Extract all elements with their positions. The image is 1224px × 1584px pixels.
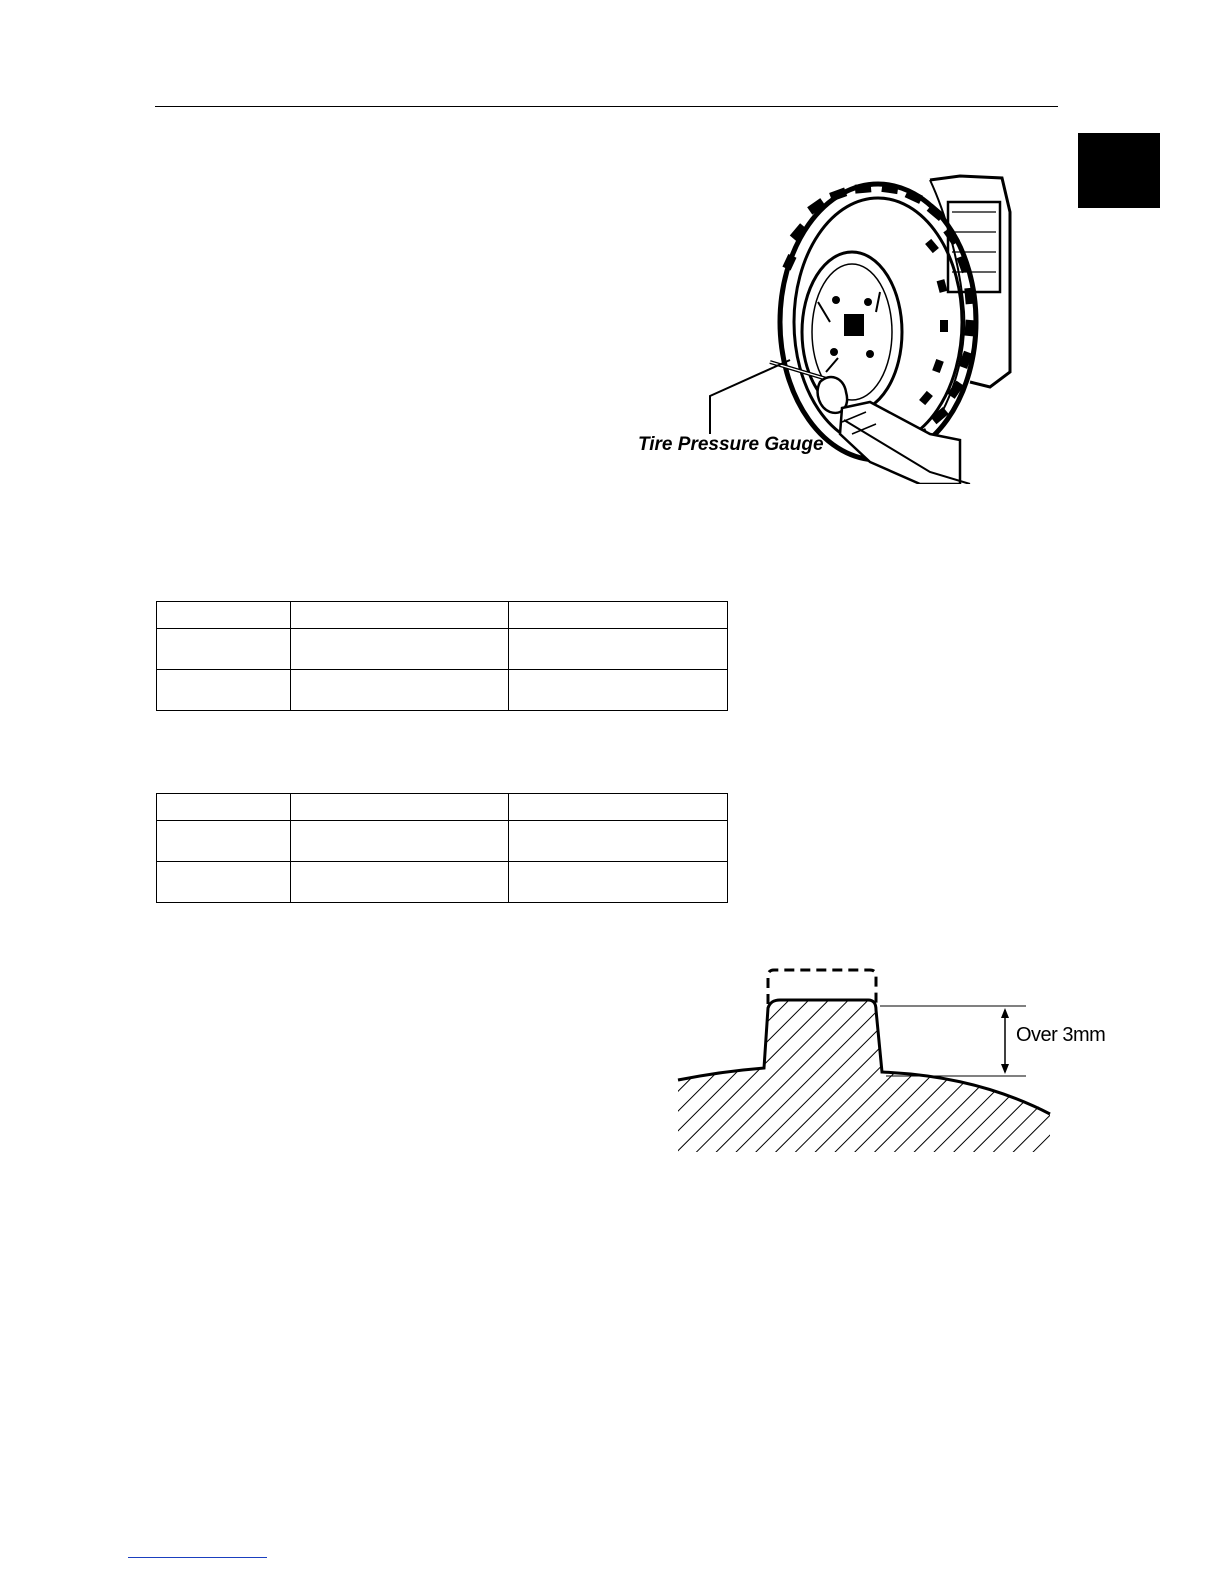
- table-header-cell: [509, 602, 728, 629]
- table-cell: [157, 670, 291, 711]
- tread-depth-label: Over 3mm: [1016, 1024, 1106, 1046]
- table-header-cell: [509, 794, 728, 821]
- table-cell: [509, 862, 728, 903]
- table-header-row: [157, 602, 728, 629]
- spec-table-1: [156, 601, 728, 711]
- table-header-row: [157, 794, 728, 821]
- tire-pressure-figure: [630, 172, 1020, 484]
- table-cell: [509, 821, 728, 862]
- table-cell: [291, 862, 509, 903]
- table-row: [157, 862, 728, 903]
- table-cell: [291, 629, 509, 670]
- footer-rule: [128, 1557, 267, 1558]
- table-header-cell: [157, 602, 291, 629]
- tire-pressure-gauge-label: Tire Pressure Gauge: [638, 434, 824, 455]
- table-header-cell: [291, 602, 509, 629]
- chapter-tab: [1078, 133, 1160, 208]
- table-cell: [157, 629, 291, 670]
- spec-table-2: [156, 793, 728, 903]
- table-cell: [291, 670, 509, 711]
- header-rule: [155, 106, 1058, 107]
- table-row: [157, 629, 728, 670]
- tread-depth-figure: [668, 962, 1118, 1152]
- table-header-cell: [157, 794, 291, 821]
- table-cell: [157, 821, 291, 862]
- table-row: [157, 670, 728, 711]
- table-cell: [509, 629, 728, 670]
- table-row: [157, 821, 728, 862]
- tread-cross-section-icon: [668, 962, 1118, 1152]
- table-header-cell: [291, 794, 509, 821]
- table-cell: [291, 821, 509, 862]
- table-cell: [157, 862, 291, 903]
- table-cell: [509, 670, 728, 711]
